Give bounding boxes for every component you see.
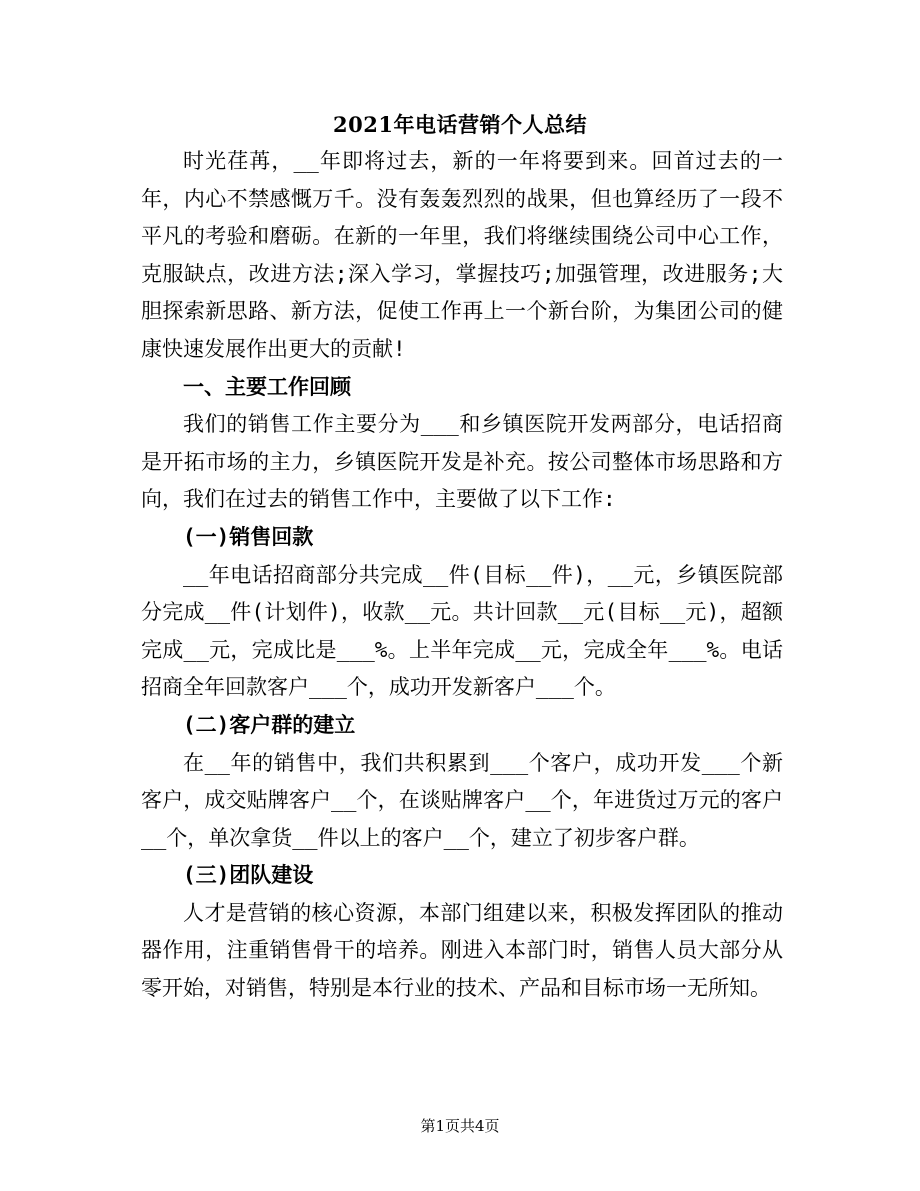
section1-heading: 一、主要工作回顾 <box>183 374 351 399</box>
sub2-heading: (二)客户群的建立 <box>183 712 356 737</box>
intro-paragraph: 时光荏苒，__年即将过去，新的一年将要到来。回首过去的一年，内心不禁感慨万千。没有轰轰烈烈的战果，但也算经历了一段不平凡的考验和磨砺。在新的一年里，我们将继续围绕公司中心工作，克服缺点，改进方法;深入学习，掌握技巧;加强管理，改进服务;大胆探索新思路、新方法，促使工作再上一个新台阶，为集团公司的健康快速发展作出更大的贡献! <box>141 149 783 361</box>
sub1-paragraph: __年电话招商部分共完成__件(目标__件)，__元，乡镇医院部分完成__件(计划件)，收款__元。共计回款__元(目标__元)，超额完成__元，完成比是___%。上半年完成__元，完成全年___%。电话招商全年回款客户___个，成功开发新客户___个。 <box>141 562 783 700</box>
page-indicator: 第1页共4页 <box>420 1117 500 1135</box>
section1-paragraph: 我们的销售工作主要分为___和乡镇医院开发两部分，电话招商是开拓市场的主力，乡镇医院开发是补充。按公司整体市场思路和方向，我们在过去的销售工作中，主要做了以下工作: <box>141 412 783 512</box>
sub3-heading: (三)团队建设 <box>183 863 314 888</box>
sub3-paragraph: 人才是营销的核心资源，本部门组建以来，积极发挥团队的推动器作用，注重销售骨干的培养。刚进入本部门时，销售人员大部分从零开始，对销售，特别是本行业的技术、产品和目标市场一无所知。 <box>141 900 783 1001</box>
document-title: 2021年电话营销个人总结 <box>333 112 587 137</box>
document-body <box>141 143 783 1008</box>
sub1-heading: (一)销售回款 <box>183 524 314 549</box>
sub2-paragraph: 在__年的销售中，我们共积累到___个客户，成功开发___个新客户，成交贴牌客户__个，在谈贴牌客户__个，年进货过万元的客户__个，单次拿货__件以上的客户__个，建立了初步客户群。 <box>141 750 783 850</box>
